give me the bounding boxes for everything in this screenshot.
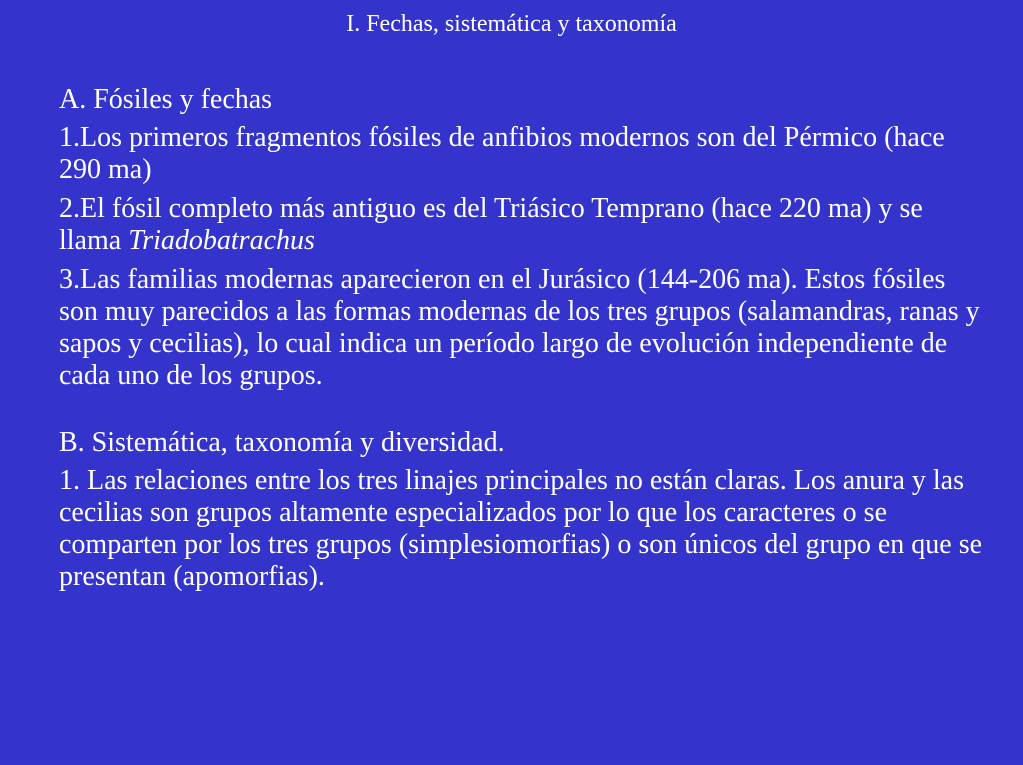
section-a-item-3: 3.Las familias modernas aparecieron en el Jurásico (144-206 ma). Estos fósiles son muy parecidos a las formas modernas de los tres grupos (salamandras, ranas y sapos y cecilias), lo cual indica un período largo de evolución independiente de cada uno de los grupos. — [59, 264, 980, 391]
section-a-item-1: 1.Los primeros fragmentos fósiles de anfibios modernos son del Pérmico (hace 290 ma) — [59, 122, 945, 185]
section-a-item-2-text: 2.El fósil completo más antiguo es del Triásico Temprano (hace 220 ma) y se llama — [59, 193, 923, 256]
section-a-item-2-genus: Triadobatrachus — [128, 225, 315, 256]
section-b-item-1: 1. Las relaciones entre los tres linajes principales no están claras. Los anura y las cecilias son grupos altamente especializados por lo que los caracteres o se comparten por los tres grupos (simplesiomorfias) o son únicos del grupo en que se presentan (apomorfias). — [59, 465, 983, 592]
slide-content — [59, 84, 989, 600]
section-a-heading: A. Fósiles y fechas — [59, 84, 273, 115]
section-b-heading: B. Sistemática, taxonomía y diversidad. — [59, 427, 505, 458]
slide-title: I. Fechas, sistemática y taxonomía — [346, 11, 677, 37]
section-a-item-2 — [59, 193, 989, 257]
